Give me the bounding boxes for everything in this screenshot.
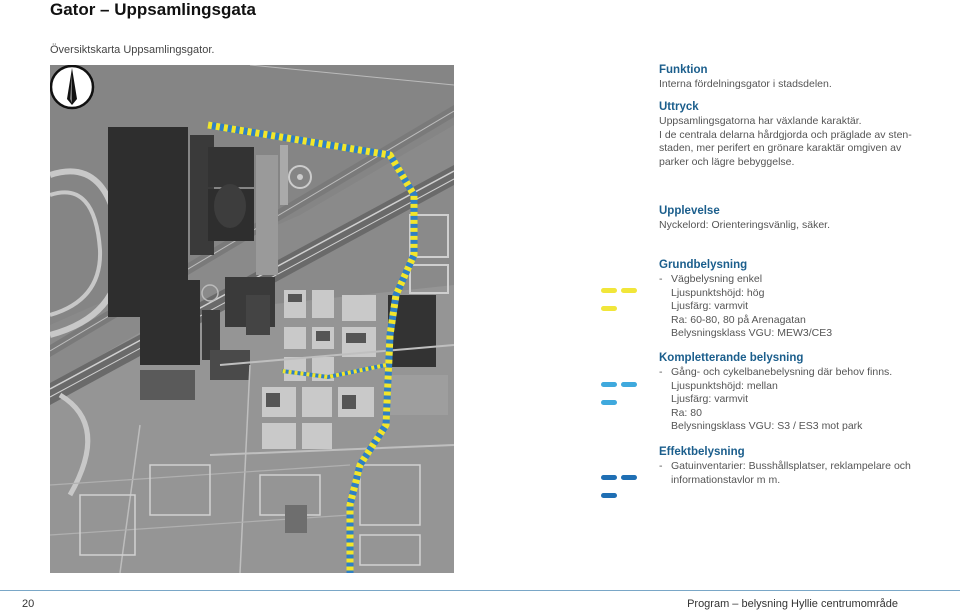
uttryck-line: Uppsamlingsgatorna har växlande karaktär. bbox=[659, 115, 862, 127]
map-caption: Översiktskarta Uppsamlingsgator. bbox=[50, 44, 215, 56]
section-funktion bbox=[659, 63, 949, 92]
section-uttryck bbox=[659, 100, 949, 169]
upplevelse-text: Nyckelord: Orienteringsvänlig, säker. bbox=[659, 219, 830, 231]
heading-uttryck: Uttryck bbox=[659, 101, 699, 113]
legend-dash bbox=[601, 382, 617, 387]
komp-line: Ljusfärg: varmvit bbox=[671, 393, 749, 405]
heading-kompletterande: Kompletterande belysning bbox=[659, 352, 804, 364]
legend-dash bbox=[601, 288, 617, 293]
heading-effektbelysning: Effektbelysning bbox=[659, 446, 745, 458]
bullet-dash: - bbox=[659, 273, 663, 285]
uttryck-line: staden, mer perifert en grönare karaktär omgiven av bbox=[659, 142, 902, 154]
legend-dash bbox=[601, 493, 617, 498]
footer-divider bbox=[0, 590, 960, 591]
uttryck-line: parker och lägre bebyggelse. bbox=[659, 155, 795, 168]
bullet-dash: - bbox=[659, 366, 663, 378]
page-number: 20 bbox=[22, 598, 35, 610]
effekt-first: Gatuinventarier: Busshållsplatser, reklampelare och bbox=[671, 460, 911, 472]
grund-line: Ljuspunktshöjd: hög bbox=[671, 286, 765, 299]
komp-first: Gång- och cykelbanebelysning där behov finns. bbox=[671, 366, 893, 378]
bullet-dash: - bbox=[659, 460, 663, 472]
section-effektbelysning bbox=[659, 445, 949, 487]
komp-line: Ra: 80 bbox=[671, 406, 702, 419]
heading-grundbelysning: Grundbelysning bbox=[659, 259, 748, 271]
legend-dash bbox=[621, 288, 637, 293]
section-kompletterande bbox=[659, 351, 949, 434]
legend-kompletterande bbox=[601, 374, 657, 380]
footer-title: Program – belysning Hyllie centrumområde bbox=[687, 598, 898, 610]
legend-dash bbox=[621, 382, 637, 387]
grund-line: Belysningsklass VGU: MEW3/CE3 bbox=[671, 327, 833, 339]
legend-effektbelysning bbox=[601, 467, 657, 473]
section-upplevelse bbox=[659, 204, 949, 233]
heading-funktion: Funktion bbox=[659, 64, 708, 76]
map-graphic bbox=[50, 65, 454, 573]
grund-line: Ljusfärg: varmvit bbox=[671, 300, 749, 312]
funktion-text: Interna fördelningsgator i stadsdelen. bbox=[659, 78, 832, 90]
section-grundbelysning bbox=[659, 258, 949, 341]
legend-dash bbox=[621, 475, 637, 480]
legend-grundbelysning bbox=[601, 280, 657, 286]
grund-line: Ra: 60-80, 80 på Arenagatan bbox=[671, 313, 806, 326]
page-title: Gator – Uppsamlingsgata bbox=[50, 0, 256, 19]
komp-line: Belysningsklass VGU: S3 / ES3 mot park bbox=[671, 420, 863, 432]
heading-upplevelse: Upplevelse bbox=[659, 205, 720, 217]
komp-line: Ljuspunktshöjd: mellan bbox=[671, 379, 778, 392]
legend-dash bbox=[601, 306, 617, 311]
grund-first: Vägbelysning enkel bbox=[671, 273, 763, 285]
effekt-line: informationstavlor m m. bbox=[671, 473, 781, 486]
overview-map bbox=[50, 65, 454, 573]
north-arrow-icon bbox=[51, 66, 93, 108]
uttryck-line: I de centrala delarna hårdgjorda och präglade av sten- bbox=[659, 128, 912, 141]
legend-dash bbox=[601, 400, 617, 405]
legend-dash bbox=[601, 475, 617, 480]
